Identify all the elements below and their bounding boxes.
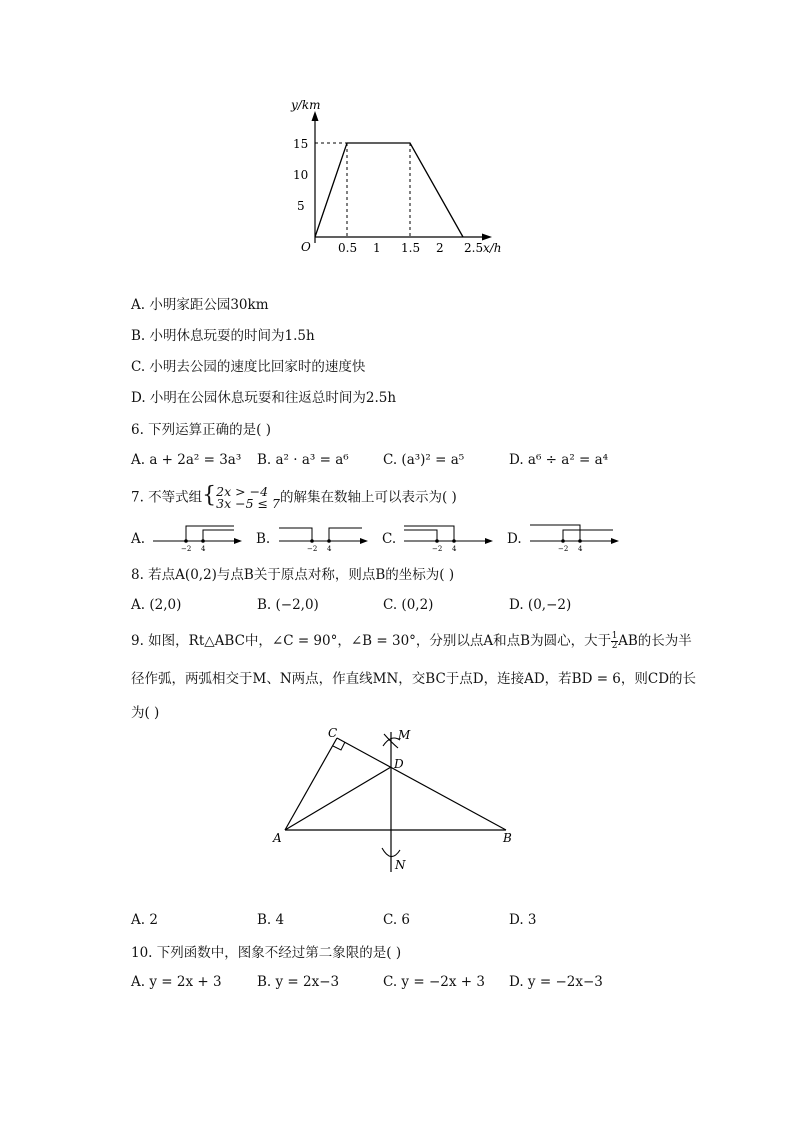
q10-option-d[interactable]: D. y = −2x−3 <box>509 974 603 990</box>
tick-minus2: −2 <box>558 545 569 553</box>
q6-stem: 6. 下列运算正确的是( ) <box>131 422 271 438</box>
x-tick-0.5: 0.5 <box>338 241 358 255</box>
q9-frac-den: 2 <box>611 641 618 651</box>
q10-option-a[interactable]: A. y = 2x + 3 <box>131 974 222 990</box>
q6-option-a[interactable]: A. a + 2a² = 3a³ <box>131 452 242 468</box>
q7-stem <box>131 483 457 511</box>
label-d: D <box>394 757 404 771</box>
journey-line <box>315 143 463 237</box>
q7-numberline-d[interactable] <box>527 520 622 554</box>
x-tick-2: 2 <box>436 241 444 255</box>
q7-numberline-a[interactable] <box>150 520 245 554</box>
q5-option-b[interactable]: B. 小明休息玩耍的时间为1.5h <box>131 328 315 344</box>
tick-4: 4 <box>452 545 457 553</box>
side-ca <box>285 738 337 830</box>
q7-stem-prefix: 7. 不等式组 <box>131 489 203 506</box>
q9-triangle-figure <box>270 722 522 880</box>
q5-option-c[interactable]: C. 小明去公园的速度比回家时的速度快 <box>131 359 366 375</box>
q9-stem-line-2: 径作弧，两弧相交于M、N两点，作直线MN，交BC于点D，连接AD，若BD = 6，则CD的长 <box>131 671 697 687</box>
q5-option-a[interactable]: A. 小明家距公园30km <box>131 297 269 313</box>
q7-numberline-b[interactable] <box>276 520 371 554</box>
right-angle-marker <box>333 742 345 750</box>
q7-stem-suffix: 的解集在数轴上可以表示为( ) <box>279 489 457 506</box>
q9-option-c[interactable]: C. 6 <box>383 912 411 928</box>
tick-minus2: −2 <box>307 545 318 553</box>
q7-option-a-label[interactable]: A. <box>131 531 146 547</box>
q8-option-c[interactable]: C. (0,2) <box>383 597 434 613</box>
q6-option-b[interactable]: B. a² · a³ = a⁶ <box>257 452 349 468</box>
q9-option-a[interactable]: A. 2 <box>131 912 158 928</box>
q7-ineq-1: 2x > −4 <box>216 484 269 499</box>
q9-option-b[interactable]: B. 4 <box>257 912 285 928</box>
x-tick-1: 1 <box>373 241 381 255</box>
q9-stem-part-b: AB的长为半 <box>618 633 692 649</box>
q9-option-d[interactable]: D. 3 <box>509 912 537 928</box>
y-axis-arrow <box>312 111 319 121</box>
x-tick-1.5: 1.5 <box>401 241 421 255</box>
x-axis-arrow <box>482 234 492 241</box>
tick-4: 4 <box>327 545 332 553</box>
origin-label: O <box>301 240 311 254</box>
label-c: C <box>328 726 338 740</box>
q6-option-c[interactable]: C. (a³)² = a⁵ <box>383 452 465 468</box>
x-tick-2.5: 2.5 <box>464 241 484 255</box>
q8-option-d[interactable]: D. (0,−2) <box>509 597 572 613</box>
q7-option-c-label[interactable]: C. <box>382 531 397 547</box>
q7-option-d-label[interactable]: D. <box>507 531 522 547</box>
q10-option-b[interactable]: B. y = 2x−3 <box>257 974 340 990</box>
q9-stem-part-a: 9. 如图，Rt△ABC中，∠C = 90°，∠B = 30°，分别以点A和点B为圆心，大于 <box>131 633 612 649</box>
tick-4: 4 <box>578 545 583 553</box>
q7-numberline-c[interactable] <box>401 520 496 554</box>
distance-time-graph <box>285 95 515 260</box>
q7-brace: { <box>202 483 217 508</box>
q10-option-c[interactable]: C. y = −2x + 3 <box>383 974 485 990</box>
q8-stem: 8. 若点A(0,2)与点B关于原点对称，则点B的坐标为( ) <box>131 567 455 583</box>
q5-option-d[interactable]: D. 小明在公园休息玩耍和往返总时间为2.5h <box>131 390 397 406</box>
q7-system <box>216 486 280 510</box>
q7-ineq-2: 3x −5 ≤ 7 <box>216 496 280 511</box>
x-axis-label: x/h <box>483 241 502 255</box>
y-tick-5: 5 <box>297 199 305 213</box>
q6-option-d[interactable]: D. a⁶ ÷ a² = a⁴ <box>509 452 609 468</box>
label-n: N <box>395 858 406 872</box>
y-tick-10: 10 <box>293 168 309 182</box>
y-axis-label: y/km <box>291 98 321 112</box>
tick-minus2: −2 <box>181 545 192 553</box>
tick-4: 4 <box>201 545 206 553</box>
tick-minus2: −2 <box>432 545 443 553</box>
y-tick-15: 15 <box>293 137 309 151</box>
segment-ad <box>285 767 391 830</box>
q9-stem-line-3: 为( ) <box>131 705 160 721</box>
q10-stem: 10. 下列函数中，图象不经过第二象限的是( ) <box>131 945 402 961</box>
q7-option-b-label[interactable]: B. <box>256 531 271 547</box>
label-b: B <box>503 831 512 845</box>
q9-frac-num: 1 <box>611 631 618 641</box>
q9-stem-line-1 <box>131 632 692 651</box>
q8-option-b[interactable]: B. (−2,0) <box>257 597 319 613</box>
label-m: M <box>398 728 411 742</box>
label-a: A <box>273 831 282 845</box>
q8-option-a[interactable]: A. (2,0) <box>131 597 182 613</box>
